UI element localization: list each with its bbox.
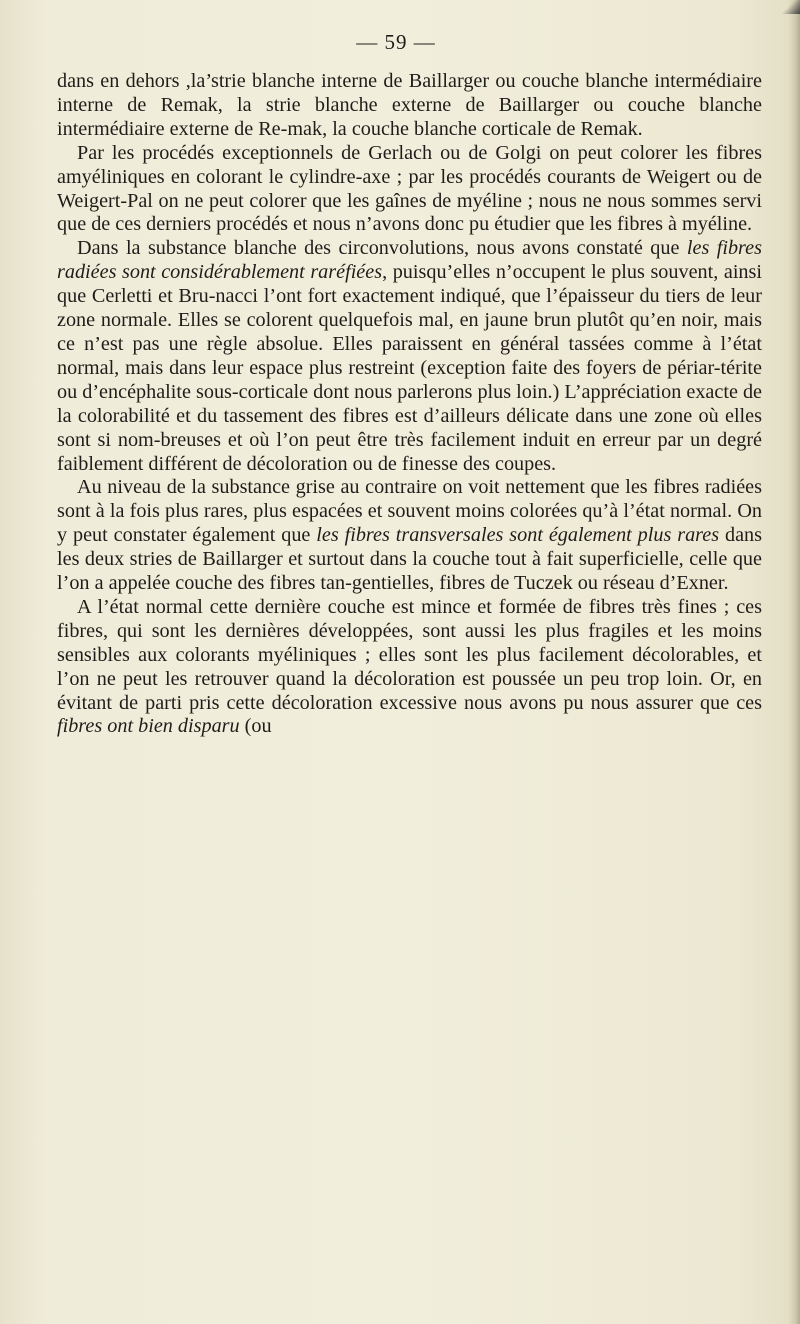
paragraph	[57, 476, 762, 596]
paragraph	[57, 596, 762, 739]
paragraph-text: A l’état normal cette dernière couche est mince et formée de fibres très fines ; ces fibres, qui sont les dernières développées, sont aussi les plus fragiles et les moins sensibles aux colorants myéliniques ; elles sont les plus facilement décolorables, et l’on ne peut les retrouver quand la décoloration est poussée un peu trop loin. Or, en évitant de parti pris cette décoloration excessive nous avons pu nous assurer que ces	[57, 595, 762, 714]
page-corner-mark	[782, 0, 800, 14]
emphasized-text: fibres ont bien disparu	[57, 715, 240, 738]
paragraph-text: dans les deux stries de Baillarger et surtout dans la couche tout à fait superficielle, celle que l’on a appelée couche des fibres tan-gentielles, fibres de Tuczek ou réseau d’Exner.	[57, 524, 762, 595]
page-edge-shadow	[788, 0, 800, 1324]
paragraph-text: , puisqu’elles n’occupent le plus souvent, ainsi que Cerletti et Bru-nacci l’ont fort exactement indiqué, que l’épaisseur du tiers de leur zone normale. Elles se colorent quelquefois mal, en jaune brun plutôt qu’en noir, mais ce n’est pas une règle absolue. Elles paraissent en général tassées comme à l’état normal, mais dans leur espace plus restreint (exception faite des foyers de périar-térite ou d’encéphalite sous-corticale dont nous parlerons plus loin.) L’appréciation exacte de la colorabilité et du tassement des fibres est d’ailleurs délicate dans une zone où elles sont si nom-breuses et où l’on peut être très facilement induit en erreur par un degré faiblement différent de décoloration ou de finesse des coupes.	[57, 261, 763, 475]
page-number: — 59 —	[356, 30, 436, 54]
paragraph	[57, 142, 762, 238]
paragraph	[57, 70, 762, 142]
paragraph-text: Par les procédés exceptionnels de Gerlach ou de Golgi on peut colorer les fibres amyéliniques en colorant le cylindre-axe ; par les procédés courants de Weigert ou de Weigert-Pal on ne peut colorer que les gaînes de myéline ; nous ne nous sommes servi que de ces derniers procédés et nous n’avons donc pu étudier que les fibres à myéline.	[57, 141, 762, 236]
paragraph-text: Dans la substance blanche des circonvolutions, nous avons constaté que	[77, 237, 687, 260]
emphasized-text: les fibres transversales sont également plus rares	[316, 524, 720, 547]
paragraph	[57, 237, 762, 476]
paragraph-text: Au niveau de la substance grise au contraire on voit nettement que les fibres radiées sont à la fois plus rares, plus espacées et souvent moins colorées qu’à l’état normal. On y peut constater également que	[57, 476, 762, 547]
emphasized-text: les fibres radiées sont considérablement raréfiées	[57, 237, 762, 284]
paragraph-text: dans en dehors ,la’strie blanche interne de Baillarger ou couche blanche intermédiaire interne de Remak, la strie blanche externe de Baillarger ou couche blanche intermédiaire externe de Re-mak, la couche blanche corticale de Remak.	[57, 70, 762, 140]
body-text	[57, 70, 762, 739]
paragraph-text: (ou	[239, 715, 272, 738]
